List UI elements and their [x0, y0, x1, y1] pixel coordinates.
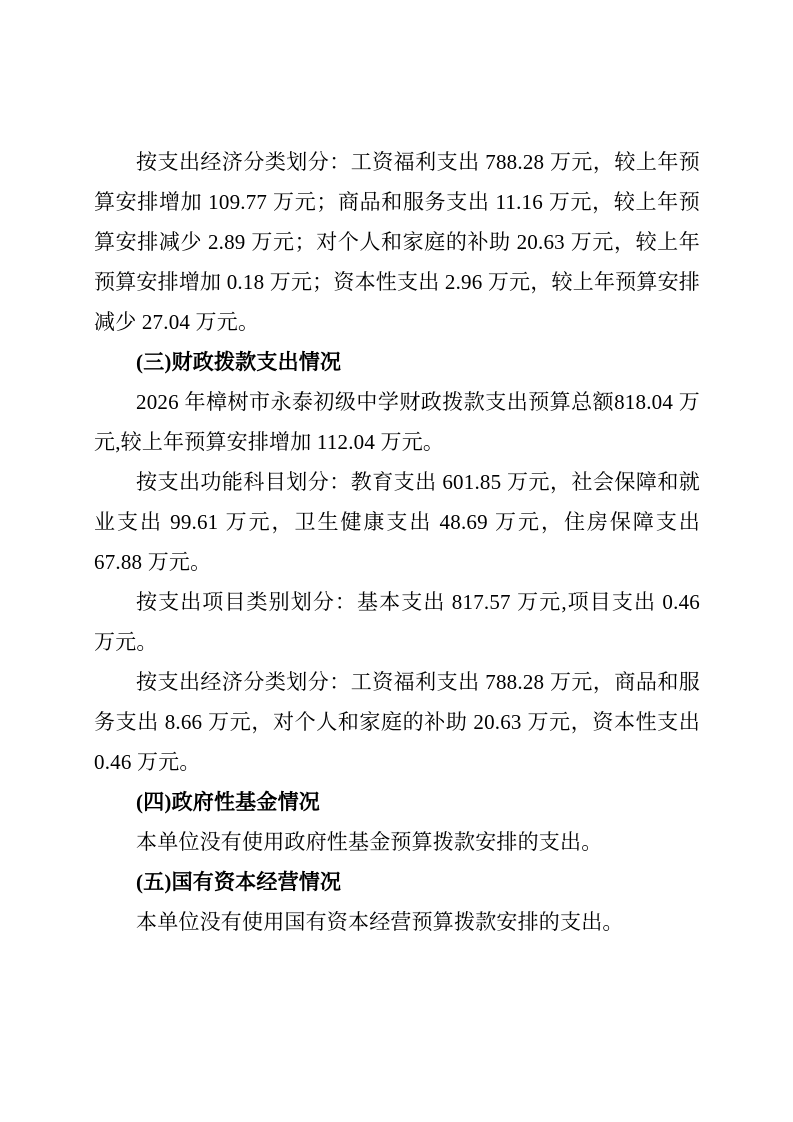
paragraph: 按支出项目类别划分：基本支出 817.57 万元,项目支出 0.46 万元。	[94, 590, 700, 654]
section-heading: (四)政府性基金情况	[136, 790, 320, 814]
section-heading: (五)国有资本经营情况	[136, 870, 342, 894]
paragraph: 按支出经济分类划分：工资福利支出 788.28 万元，较上年预算安排增加 109.77 万元；商品和服务支出 11.16 万元，较上年预算安排减少 2.89 万元；对个人和家庭的补助 20.63 万元，较上年预算安排增加 0.18 万元；资本性支出 2.96 万元，较上年预算安排减少 27.04 万元。	[94, 150, 700, 334]
paragraph: 按支出功能科目划分：教育支出 601.85 万元，社会保障和就业支出 99.61 万元，卫生健康支出 48.69 万元，住房保障支出 67.88 万元。	[94, 470, 700, 574]
section-heading: (三)财政拨款支出情况	[136, 350, 342, 374]
paragraph: 2026 年樟树市永泰初级中学财政拨款支出预算总额818.04 万元,较上年预算安排增加 112.04 万元。	[94, 390, 700, 454]
paragraph: 本单位没有使用政府性基金预算拨款安排的支出。	[136, 830, 603, 854]
paragraph: 按支出经济分类划分：工资福利支出 788.28 万元，商品和服务支出 8.66 万元，对个人和家庭的补助 20.63 万元，资本性支出 0.46 万元。	[94, 670, 700, 774]
paragraph: 本单位没有使用国有资本经营预算拨款安排的支出。	[136, 910, 624, 934]
document-content	[94, 142, 700, 942]
